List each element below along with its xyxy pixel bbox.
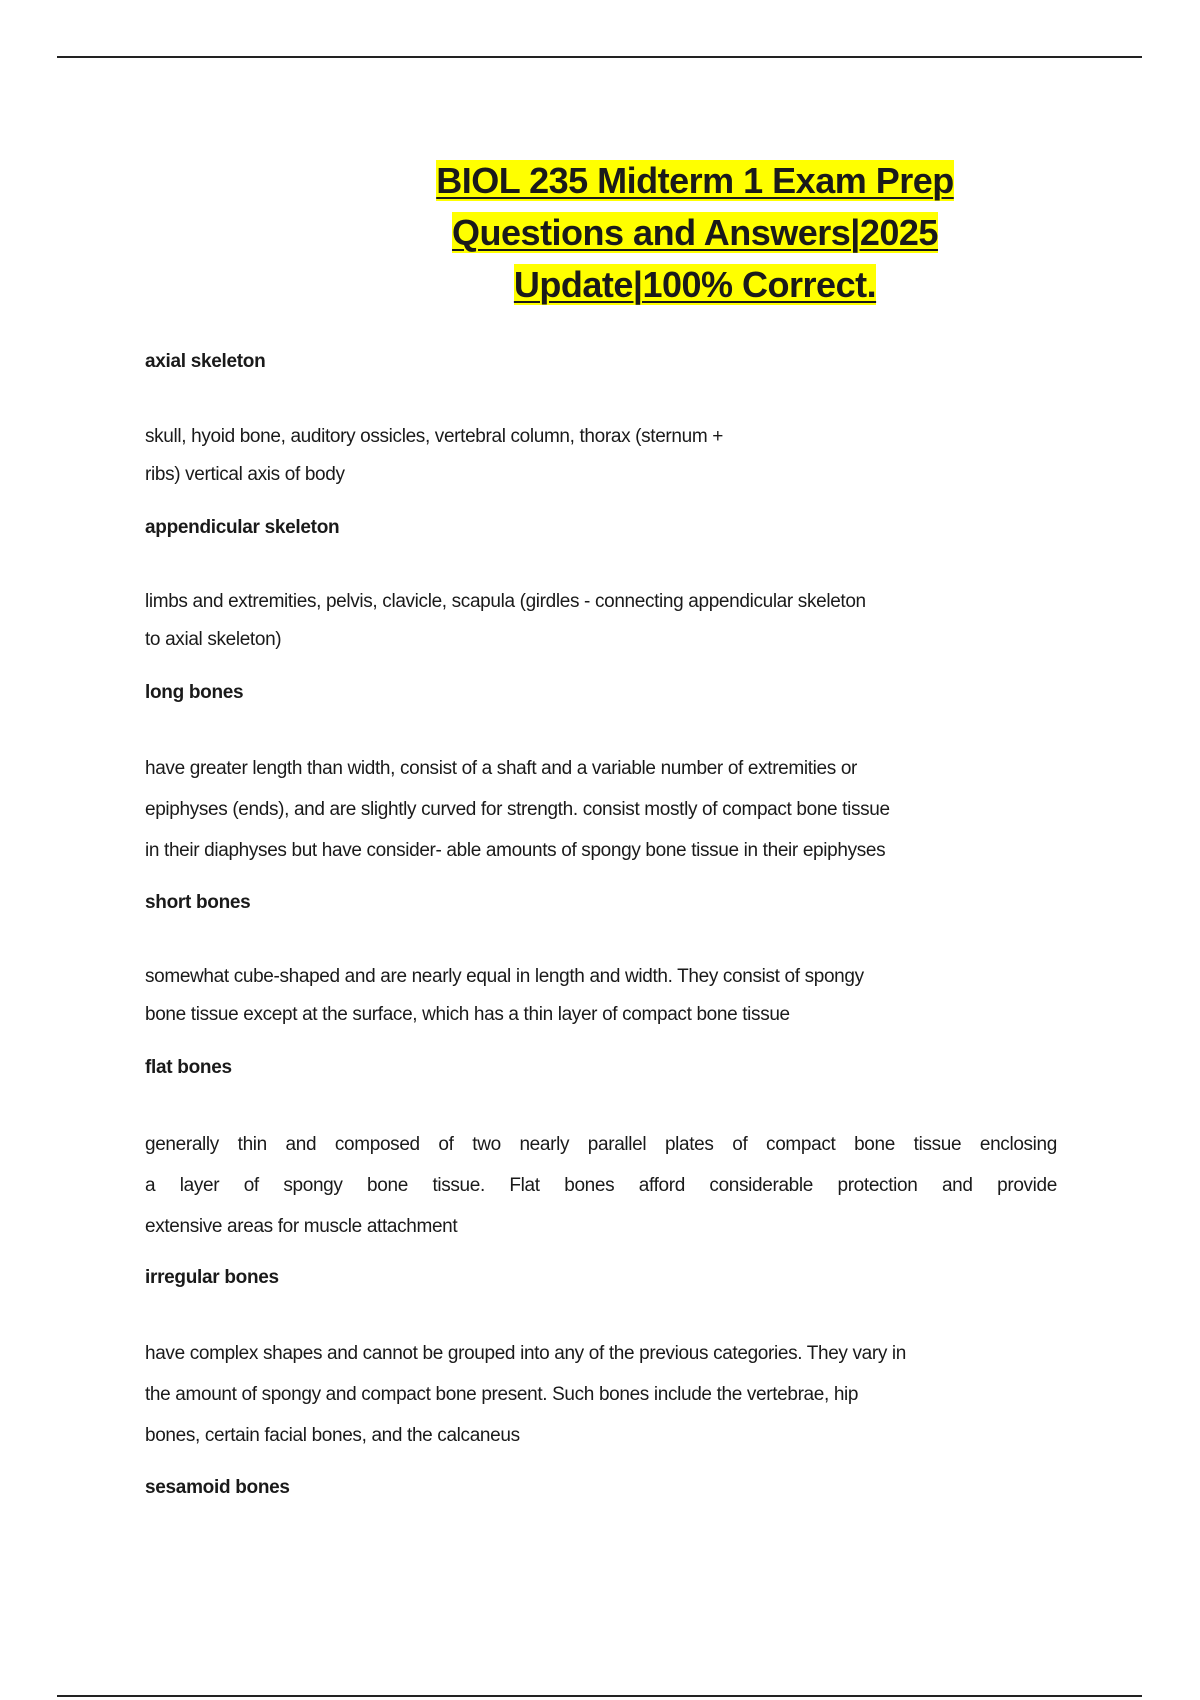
term-heading: irregular bones	[145, 1267, 279, 1288]
term-heading: sesamoid bones	[145, 1477, 290, 1498]
term-definition	[145, 748, 1057, 871]
title-line: Questions and Answers|2025	[452, 212, 938, 253]
term-heading: appendicular skeleton	[145, 517, 340, 538]
term-definition	[145, 1333, 1057, 1456]
definition-line: somewhat cube-shaped and are nearly equal in length and width. They consist of spongy	[145, 966, 864, 987]
top-rule	[57, 56, 1142, 58]
term-heading: flat bones	[145, 1057, 232, 1078]
document-title	[300, 155, 1090, 311]
definition-line: the amount of spongy and compact bone present. Such bones include the vertebrae, hip	[145, 1384, 859, 1405]
definition-line: bone tissue except at the surface, which has a thin layer of compact bone tissue	[145, 1004, 790, 1025]
term-heading: axial skeleton	[145, 351, 266, 372]
term-definition	[145, 583, 1057, 659]
term-heading: long bones	[145, 682, 244, 703]
term-heading: short bones	[145, 892, 251, 913]
definition-line: skull, hyoid bone, auditory ossicles, vertebral column, thorax (sternum +	[145, 426, 723, 447]
definition-line: bones, certain facial bones, and the calcaneus	[145, 1425, 520, 1446]
term-definition	[145, 1124, 1057, 1247]
definition-line: epiphyses (ends), and are slightly curved for strength. consist mostly of compact bone tissue	[145, 799, 890, 820]
definition-line: limbs and extremities, pelvis, clavicle, scapula (girdles - connecting appendicular skeleton	[145, 591, 866, 612]
definition-line: generally thin and composed of two nearly parallel plates of compact bone tissue enclosing	[145, 1134, 1057, 1155]
term-definition	[145, 418, 1057, 494]
term-definition	[145, 958, 1057, 1034]
definition-line: extensive areas for muscle attachment	[145, 1216, 458, 1237]
definition-line: in their diaphyses but have consider- able amounts of spongy bone tissue in their epiphyses	[145, 840, 886, 861]
definition-line: a layer of spongy bone tissue. Flat bones afford considerable protection and provide	[145, 1175, 1057, 1196]
definition-line: have complex shapes and cannot be grouped into any of the previous categories. They vary in	[145, 1343, 907, 1364]
definition-line: have greater length than width, consist of a shaft and a variable number of extremities or	[145, 758, 858, 779]
title-line: BIOL 235 Midterm 1 Exam Prep	[436, 160, 954, 201]
definition-line: ribs) vertical axis of body	[145, 464, 345, 485]
definition-line: to axial skeleton)	[145, 629, 282, 650]
title-line: Update|100% Correct.	[513, 264, 877, 305]
bottom-rule	[57, 1695, 1142, 1697]
